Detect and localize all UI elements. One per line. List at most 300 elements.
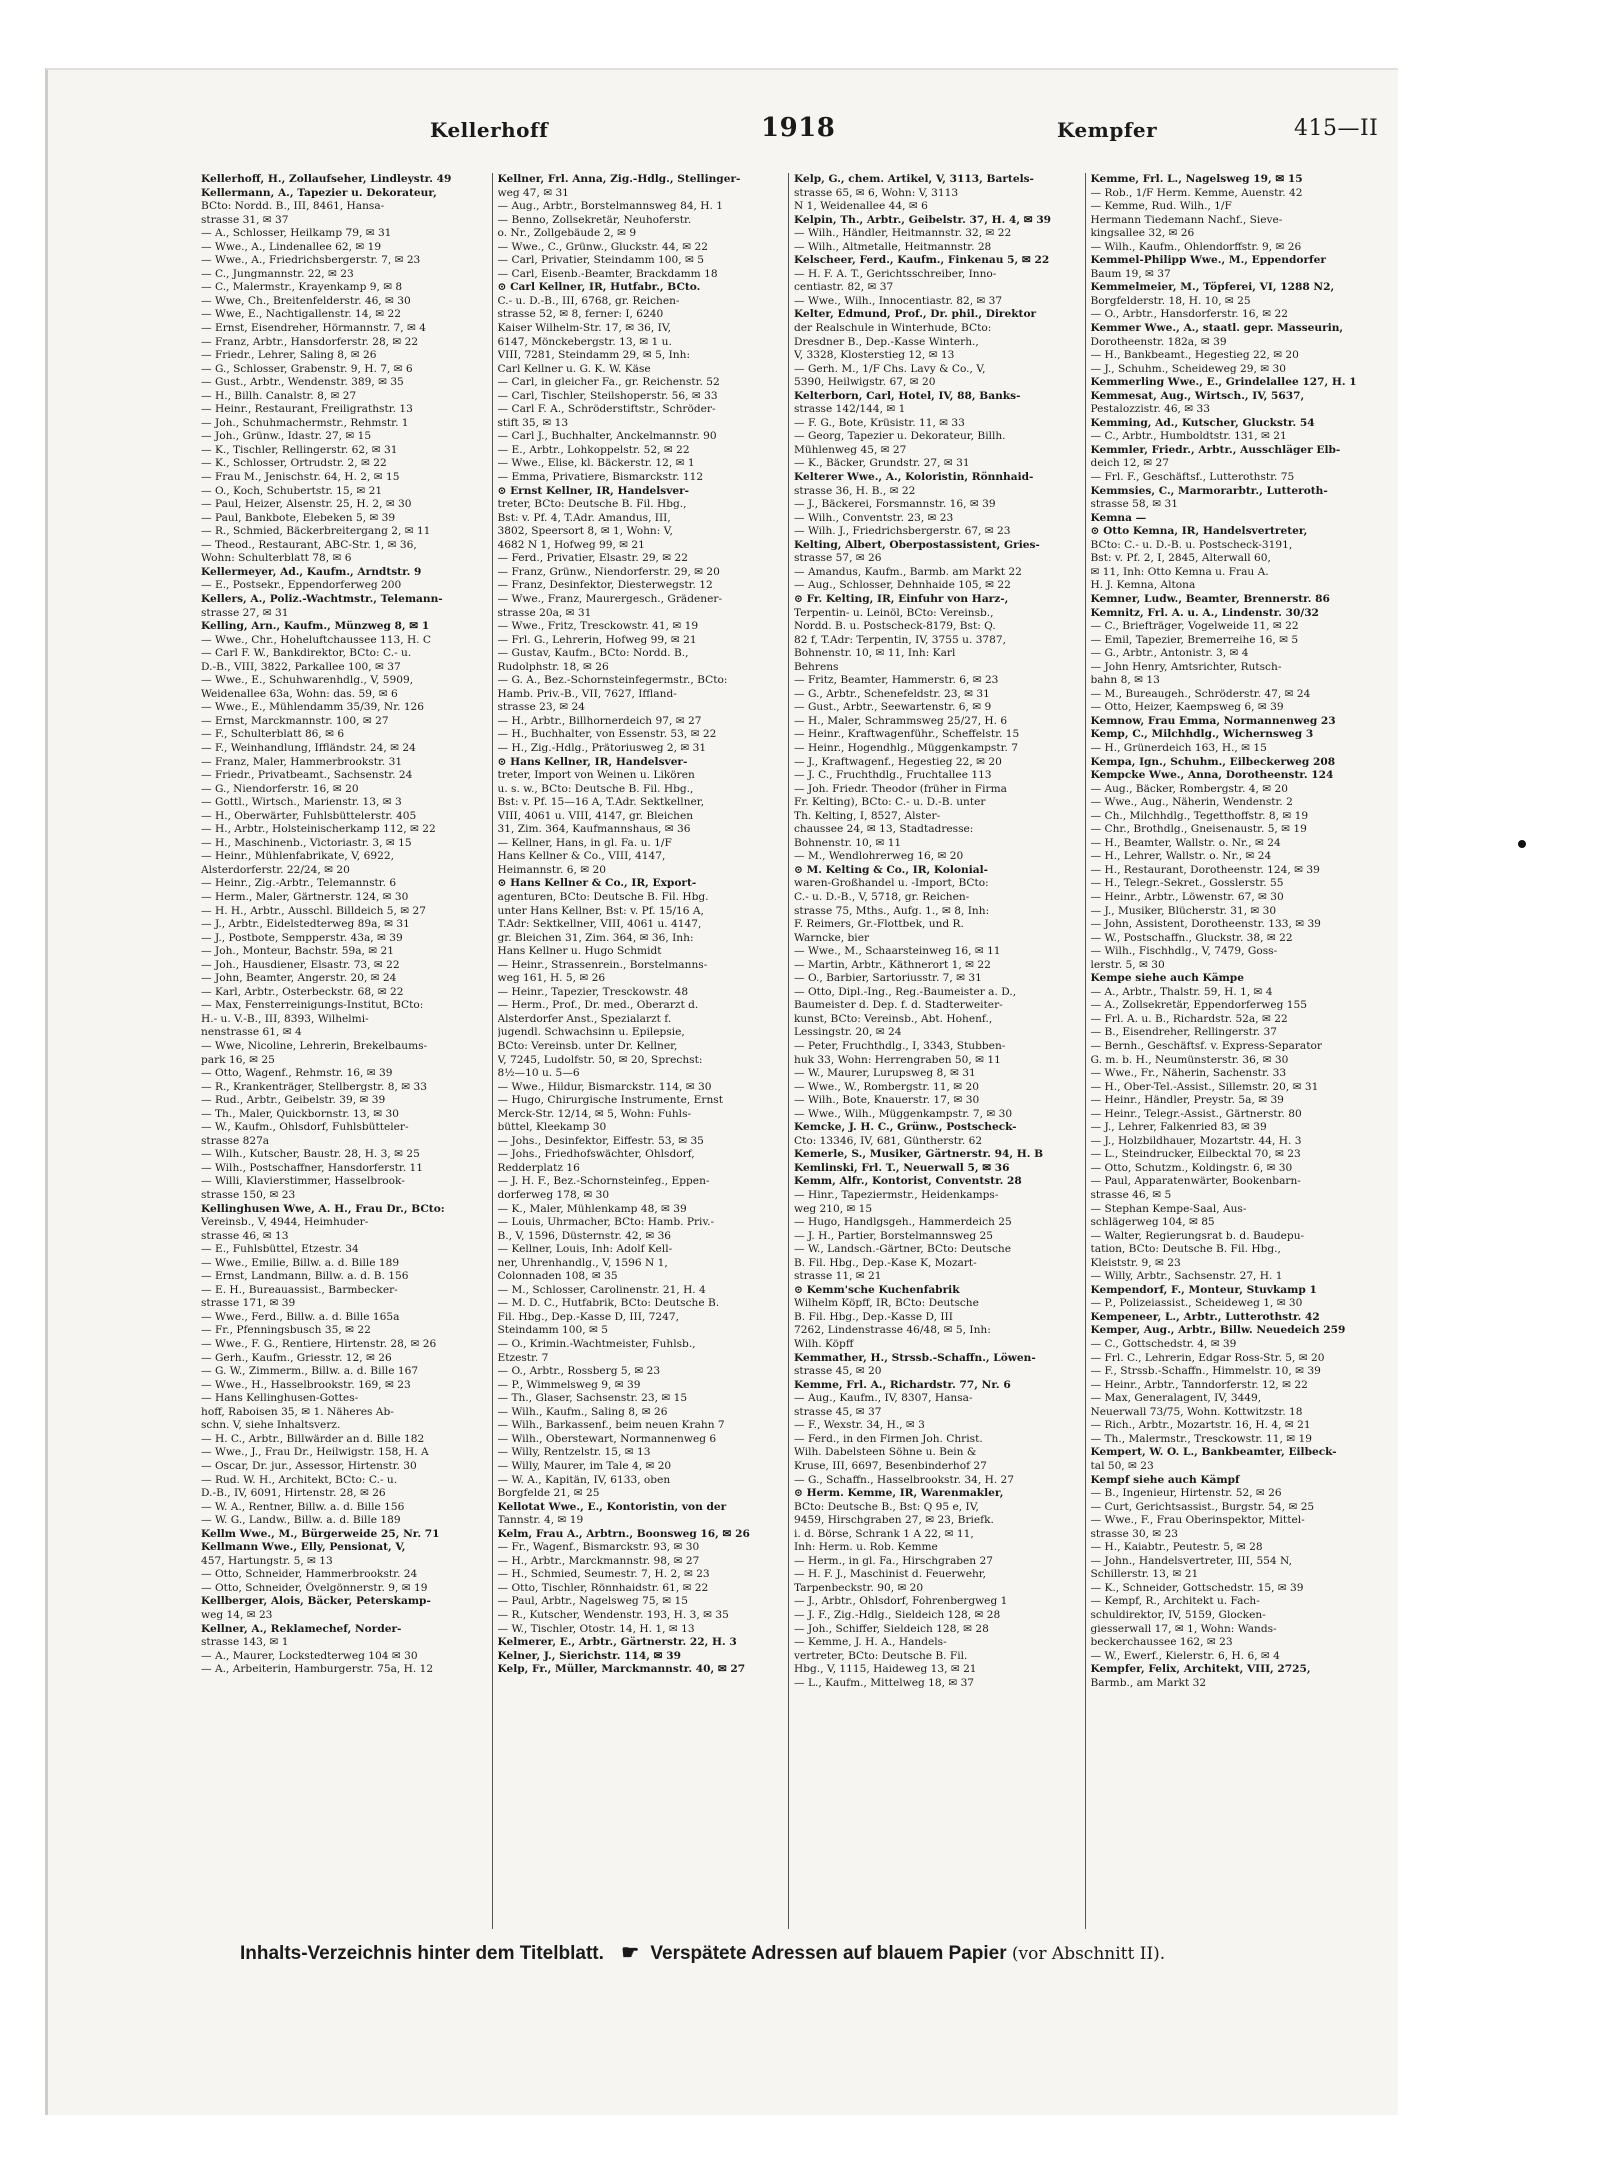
- directory-entry: schlägerweg 104, ✉ 85: [1090, 1216, 1215, 1229]
- directory-entry: — Wilh., Bote, Knauerstr. 17, ✉ 30: [794, 1094, 980, 1107]
- directory-entry: — G. W., Zimmerm., Billw. a. d. Bille 167: [201, 1365, 419, 1378]
- directory-entry: — Paul, Arbtr., Nagelsweg 75, ✉ 15: [497, 1595, 689, 1608]
- header-last-entry: Kempfer: [1057, 118, 1158, 142]
- directory-entry: — Wilh. J., Friedrichsbergerstr. 67, ✉ 23: [794, 525, 1011, 538]
- directory-entry: strasse 36, H. B., ✉ 22: [794, 484, 916, 497]
- directory-entry: dorferweg 178, ✉ 30: [497, 1189, 610, 1202]
- directory-entry: ✉ 11, Inh: Otto Kemna u. Frau A.: [1090, 565, 1269, 578]
- directory-entry: 31, Zim. 364, Kaufmannshaus, ✉ 36: [497, 823, 691, 836]
- directory-entry: — Carl, Privatier, Steindamm 100, ✉ 5: [497, 254, 704, 267]
- directory-entry: — W., Landsch.-Gärtner, BCto: Deutsche: [794, 1243, 1011, 1256]
- directory-entry: — O., Arbtr., Hansdorferstr. 16, ✉ 22: [1090, 308, 1288, 321]
- directory-entry: Dorotheenstr. 182a, ✉ 39: [1090, 335, 1227, 348]
- directory-entry: hoff, Raboisen 35, ✉ 1. Näheres Ab-: [201, 1405, 394, 1418]
- directory-entry: — Ferd., in den Firmen Joh. Christ.: [794, 1432, 983, 1445]
- directory-entry: — Rud., Arbtr., Geibelstr. 39, ✉ 39: [201, 1094, 386, 1107]
- directory-entry: — Joh., Monteur, Bachstr. 59a, ✉ 21: [201, 945, 394, 958]
- directory-entry: — E., Arbtr., Lohkoppelstr. 52, ✉ 22: [497, 443, 690, 456]
- directory-entry: — G., Arbtr., Antonistr. 3, ✉ 4: [1090, 647, 1249, 660]
- directory-entry: — Heinr., Telegr.-Assist., Gärtnerstr. 80: [1090, 1107, 1302, 1120]
- directory-entry: — Wwe., Franz, Maurergesch., Grädener-: [497, 592, 723, 605]
- directory-entry: B. Fil. Hbg., Dep.-Kasse D, III: [794, 1310, 953, 1323]
- directory-entry: waren-Großhandel u. -Import, BCto:: [794, 877, 989, 890]
- directory-entry: — J. H. F., Bez.-Schornsteinfeg., Eppen-: [497, 1175, 710, 1188]
- directory-entry: — Oscar, Dr. jur., Assessor, Hirtenstr. 30: [201, 1459, 417, 1472]
- directory-entry: Kemmel-Philipp Wwe., M., Eppendorfer: [1090, 254, 1326, 267]
- directory-entry: — Joh., Hausdiener, Elsastr. 73, ✉ 22: [201, 958, 400, 971]
- directory-entry: Kemper, Aug., Arbtr., Billw. Neuedeich 259: [1090, 1324, 1346, 1337]
- directory-entry: — Ernst, Landmann, Billw. a. d. B. 156: [201, 1270, 409, 1283]
- directory-entry: — O., Krimin.-Wachtmeister, Fuhlsb.,: [497, 1338, 696, 1351]
- directory-entry: — Otto, Wagenf., Rehmstr. 16, ✉ 39: [201, 1067, 393, 1080]
- directory-entry: — K., Schlosser, Ortrudstr. 2, ✉ 22: [201, 457, 387, 470]
- directory-entry: Kelp, G., chem. Artikel, V, 3113, Bartels-: [794, 173, 1034, 185]
- header-page-number: 415—II: [1294, 116, 1379, 141]
- footer-late-addresses-note: Verspätete Adressen auf blauem Papier: [650, 1943, 1007, 1964]
- directory-entry: — E., Fuhlsbüttel, Etzestr. 34: [201, 1243, 359, 1256]
- directory-entry: Kelterborn, Carl, Hotel, IV, 88, Banks-: [794, 389, 1021, 402]
- directory-entry: — A., Schlosser, Heilkamp 79, ✉ 31: [201, 227, 392, 240]
- directory-entry: Weidenallee 63a, Wohn: das. 59, ✉ 6: [201, 687, 398, 700]
- directory-entry: Kemnitz, Frl. A. u. A., Lindenstr. 30/32: [1090, 606, 1319, 619]
- directory-entry: weg 47, ✉ 31: [497, 186, 569, 199]
- directory-entry: strasse 46, ✉ 5: [1090, 1189, 1172, 1202]
- directory-entry: Mühlenweg 45, ✉ 27: [794, 443, 907, 456]
- page-footer: [240, 1940, 1400, 1965]
- directory-entry: strasse 45, ✉ 37: [794, 1405, 882, 1418]
- directory-entry: — W. A., Rentner, Billw. a. d. Bille 156: [201, 1500, 405, 1513]
- directory-entry: — Frl. C., Lehrerin, Edgar Ross-Str. 5, ✉ 20: [1090, 1351, 1325, 1364]
- directory-entry: Terpentin- u. Leinöl, BCto: Vereinsb.,: [794, 606, 994, 619]
- directory-entry: — Wwe., Fritz, Tresckowstr. 41, ✉ 19: [497, 620, 699, 633]
- directory-entry: — Joh. Friedr. Theodor (früher in Firma: [794, 782, 1007, 795]
- directory-entry: Kemme, Frl. A., Richardstr. 77, Nr. 6: [794, 1378, 1011, 1391]
- directory-entry: — H., Restaurant, Dorotheenstr. 124, ✉ 39: [1090, 863, 1320, 876]
- directory-entry: Carl Kellner u. G. K. W. Käse: [497, 362, 651, 375]
- directory-entry: Merck-Str. 12/14, ✉ 5, Wohn: Fuhls-: [497, 1107, 692, 1120]
- directory-entry: jugendl. Schwachsinn u. Epilepsie,: [497, 1026, 685, 1039]
- directory-entry: — Karl, Arbtr., Osterbeckstr. 68, ✉ 22: [201, 985, 404, 998]
- directory-entry: Tannstr. 4, ✉ 19: [497, 1514, 584, 1527]
- directory-entry: — L., Kaufm., Mittelweg 18, ✉ 37: [794, 1676, 975, 1689]
- directory-entry: giesserwall 17, ✉ 1, Wohn: Wands-: [1090, 1622, 1277, 1635]
- directory-entry: VIII, 4061 u. VIII, 4147, gr. Bleichen: [497, 809, 694, 822]
- directory-entry: Kemming, Ad., Kutscher, Gluckstr. 54: [1090, 416, 1315, 429]
- directory-entry: 3802, Speersort 8, ✉ 1, Wohn: V,: [497, 525, 673, 538]
- directory-entry: Kempfer, Felix, Architekt, VIII, 2725,: [1090, 1663, 1311, 1676]
- directory-entry: — H., Grünerdeich 163, H., ✉ 15: [1090, 741, 1267, 754]
- directory-entry: Steindamm 100, ✉ 5: [497, 1324, 608, 1337]
- directory-entry: Kemm, Alfr., Kontorist, Conventstr. 28: [794, 1175, 1022, 1188]
- directory-entry: — Joh., Schuhmachermstr., Rehmstr. 1: [201, 416, 409, 429]
- directory-entry: — W., Maurer, Lurupsweg 8, ✉ 31: [794, 1067, 976, 1080]
- directory-entry: — A., Zollsekretär, Eppendorferweg 155: [1090, 999, 1307, 1012]
- directory-entry: — H., Maschinenb., Victoriastr. 3, ✉ 15: [201, 836, 412, 849]
- directory-entry: der Realschule in Winterhude, BCto:: [794, 322, 992, 335]
- directory-entry: VIII, 7281, Steindamm 29, ✉ 5, Inh:: [497, 349, 691, 362]
- directory-entry: — A., Arbeiterin, Hamburgerstr. 75a, H. 12: [201, 1663, 434, 1676]
- directory-entry: Inh: Herm. u. Rob. Kemme: [794, 1541, 938, 1554]
- directory-entry: — Friedr., Privatbeamt., Sachsenstr. 24: [201, 769, 413, 782]
- directory-entry: — Wwe., Elise, kl. Bäckerstr. 12, ✉ 1: [497, 457, 695, 470]
- directory-entry: Kemmsies, C., Marmorarbtr., Lutteroth-: [1090, 484, 1328, 497]
- directory-entry: — Franz, Arbtr., Hansdorferstr. 28, ✉ 22: [201, 335, 419, 348]
- directory-entry: — C., Briefträger, Vogelweide 11, ✉ 22: [1090, 620, 1299, 633]
- directory-entry: — Heinr., Arbtr., Tanndorferstr. 12, ✉ 22: [1090, 1378, 1308, 1391]
- directory-entry: — Johs., Friedhofswächter, Ohlsdorf,: [497, 1148, 695, 1161]
- directory-entry: — Fr., Pfenningsbusch 35, ✉ 22: [201, 1324, 371, 1337]
- directory-entry: — Paul, Heizer, Alsenstr. 25, H. 2, ✉ 30: [201, 498, 412, 511]
- directory-entry: — M. D. C., Hutfabrik, BCto: Deutsche B.: [497, 1297, 720, 1310]
- directory-entry: — Chr., Brothdlg., Gneisenaustr. 5, ✉ 19: [1090, 823, 1307, 836]
- directory-entry: Bst: v. Pf. 15—16 A, T.Adr. Sektkellner,: [497, 796, 705, 809]
- directory-entry: — Amandus, Kaufm., Barmb. am Markt 22: [794, 565, 1022, 578]
- directory-entry: — Max, Fensterreinigungs-Institut, BCto:: [201, 999, 424, 1012]
- directory-entry: — J., Arbtr., Ohlsdorf, Fohrenbergweg 1: [794, 1595, 1008, 1608]
- directory-entry: — O., Arbtr., Rossberg 5, ✉ 23: [497, 1365, 661, 1378]
- directory-entry: — G., Niendorferstr. 16, ✉ 20: [201, 782, 359, 795]
- directory-entry: — R., Schmied, Bäckerbreitergang 2, ✉ 11: [201, 525, 431, 538]
- directory-entry: Fr. Kelting), BCto: C.- u. D.-B. unter: [794, 796, 986, 809]
- directory-entry: Kemner, Ludw., Beamter, Brennerstr. 86: [1090, 592, 1330, 605]
- directory-entry: — Herm., Maler, Gärtnerstr. 124, ✉ 30: [201, 890, 409, 903]
- directory-entry: — Carl F. W., Bankdirektor, BCto: C.- u.: [201, 647, 412, 660]
- directory-entry: strasse 65, ✉ 6, Wohn: V, 3113: [794, 186, 959, 199]
- directory-entry: — Herm., in gl. Fa., Hirschgraben 27: [794, 1554, 993, 1567]
- directory-entry: — J., Bäckerei, Forsmannstr. 16, ✉ 39: [794, 498, 996, 511]
- directory-entry: — Wwe., A., Lindenallee 62, ✉ 19: [201, 240, 382, 253]
- directory-entry: — J., Schuhm., Scheideweg 29, ✉ 30: [1090, 362, 1286, 375]
- directory-entry: — Willy, Arbtr., Sachsenstr. 27, H. 1: [1090, 1270, 1283, 1283]
- directory-entry: huk 33, Wohn: Herrengraben 50, ✉ 11: [794, 1053, 1001, 1066]
- directory-entry: B. Fil. Hbg., Dep.-Kase K, Mozart-: [794, 1256, 977, 1269]
- directory-entry: — Martin, Arbtr., Käthnerort 1, ✉ 22: [794, 958, 991, 971]
- directory-entry: — Otto, Heizer, Kaempsweg 6, ✉ 39: [1090, 701, 1284, 714]
- directory-entry: i. d. Börse, Schrank 1 A 22, ✉ 11,: [794, 1527, 974, 1540]
- directory-entry: — Wwe., H., Hasselbrookstr. 169, ✉ 23: [201, 1378, 411, 1391]
- directory-entry: — Wwe, Nicoline, Lehrerin, Brekelbaums-: [201, 1040, 428, 1052]
- directory-entry: — G., Schaffn., Hasselbrookstr. 34, H. 27: [794, 1473, 1015, 1486]
- directory-entry: Kellerhoff, H., Zollaufseher, Lindleystr. 49: [201, 173, 452, 185]
- directory-entry: — C., Arbtr., Humboldtstr. 131, ✉ 21: [1090, 430, 1287, 443]
- directory-entry: — Wwe., Hildur, Bismarckstr. 114, ✉ 30: [497, 1080, 712, 1093]
- directory-entry: — B., Ingenieur, Hirtenstr. 52, ✉ 26: [1090, 1487, 1282, 1500]
- directory-entry: — Ernst, Marckmannstr. 100, ✉ 27: [201, 714, 389, 727]
- directory-entry: 6147, Mönckebergstr. 13, ✉ 1 u.: [497, 335, 672, 348]
- directory-entry: — H., Zig.-Hdlg., Prätoriusweg 2, ✉ 31: [497, 741, 707, 754]
- directory-entry: — Hans Kellinghusen-Gottes-: [201, 1392, 359, 1405]
- directory-entry: — Wilh., Fischhdlg., V, 7479, Goss-: [1090, 945, 1278, 958]
- directory-entry: — Georg, Tapezier u. Dekorateur, Billh.: [794, 430, 1006, 443]
- directory-entry: — G., Schlosser, Grabenstr. 9, H. 7, ✉ 6: [201, 362, 413, 375]
- directory-entry: Kellm Wwe., M., Bürgerweide 25, Nr. 71: [201, 1527, 440, 1540]
- directory-entry: — Wwe., F., Frau Oberinspektor, Mittel-: [1090, 1514, 1305, 1527]
- directory-entry: Wohn: Schulterblatt 78, ✉ 6: [201, 552, 352, 565]
- directory-entry: — Fritz, Beamter, Hammerstr. 6, ✉ 23: [794, 674, 999, 687]
- directory-entry: — J., Kraftwagenf., Hegestieg 22, ✉ 20: [794, 755, 1002, 768]
- directory-entry: — Heinr., Strassenrein., Borstelmanns-: [497, 958, 708, 971]
- directory-entry: Kemmelmeier, M., Töpferei, VI, 1288 N2,: [1090, 281, 1335, 294]
- directory-entry: — C., Jungmannstr. 22, ✉ 23: [201, 267, 354, 280]
- directory-entry: Kemme, Frl. L., Nagelsweg 19, ✉ 15: [1090, 173, 1303, 185]
- directory-entry: büttel, Kleekamp 30: [497, 1121, 607, 1134]
- directory-entry: — W., Ewerf., Kielerstr. 6, H. 6, ✉ 4: [1090, 1649, 1280, 1662]
- directory-entry: — Wwe, Ch., Breitenfelderstr. 46, ✉ 30: [201, 294, 411, 307]
- directory-entry: Bohnenstr. 10, ✉ 11, Inh: Karl: [794, 647, 956, 660]
- directory-entry: — Hugo, Chirurgische Instrumente, Ernst: [497, 1094, 723, 1107]
- directory-entry: strasse 45, ✉ 20: [794, 1365, 882, 1378]
- directory-entry: — Heinr., Händler, Preystr. 5a, ✉ 39: [1090, 1094, 1284, 1107]
- directory-entry: — Aug., Bäcker, Rombergstr. 4, ✉ 20: [1090, 782, 1288, 795]
- directory-entry: — B., Eisendreher, Rellingerstr. 37: [1090, 1026, 1277, 1039]
- directory-entry: strasse 20a, ✉ 31: [497, 606, 592, 619]
- directory-entry: Wilh. Köpff: [794, 1338, 854, 1351]
- directory-entry: ⊙ Hans Kellner & Co., IR, Export-: [497, 877, 697, 890]
- directory-entry: Kleiststr. 9, ✉ 23: [1090, 1256, 1181, 1269]
- directory-entry: — J., Postbote, Sempperstr. 43a, ✉ 39: [201, 931, 403, 944]
- directory-entry: Kellers, A., Poliz.-Wachtmstr., Telemann-: [201, 592, 443, 605]
- directory-entry: — H., Arbtr., Billhornerdeich 97, ✉ 27: [497, 714, 702, 727]
- directory-entry: — Wwe., E., Mühlendamm 35/39, Nr. 126: [201, 701, 425, 714]
- directory-entry: — Otto, Schutzm., Koldingstr. 6, ✉ 30: [1090, 1161, 1293, 1174]
- directory-entry: — Rich., Arbtr., Mozartstr. 16, H. 4, ✉ 21: [1090, 1419, 1311, 1432]
- directory-entry: Kelling, Arn., Kaufm., Münzweg 8, ✉ 1: [201, 620, 430, 633]
- directory-entry: — M., Schlosser, Carolinenstr. 21, H. 4: [497, 1283, 706, 1296]
- directory-entry: — H., Ober-Tel.-Assist., Sillemstr. 20, ✉ 31: [1090, 1080, 1319, 1093]
- directory-entry: Kellermeyer, Ad., Kaufm., Arndtstr. 9: [201, 565, 422, 578]
- directory-entry: — F., Weinhandlung, Iffländstr. 24, ✉ 24: [201, 741, 416, 754]
- directory-entry: — Th., Malermstr., Tresckowstr. 11, ✉ 19: [1090, 1432, 1312, 1445]
- directory-entry: — Franz, Maler, Hammerbrookstr. 31: [201, 755, 403, 768]
- directory-entry: Kemmesat, Aug., Wirtsch., IV, 5637,: [1090, 389, 1305, 402]
- directory-entry: Tarpenbeckstr. 90, ✉ 20: [794, 1581, 924, 1594]
- directory-entry: — W., Tischler, Otostr. 14, H. 1, ✉ 13: [497, 1622, 695, 1635]
- directory-entry: Kelp, Fr., Müller, Marckmannstr. 40, ✉ 27: [497, 1663, 746, 1676]
- directory-entry: — Hugo, Handlgsgeh., Hammerdeich 25: [794, 1216, 1012, 1229]
- directory-column-1: [196, 173, 492, 1929]
- directory-entry: — H. F. A. T., Gerichtsschreiber, Inno-: [794, 267, 997, 280]
- directory-entry: — Wwe., Wilh., Innocentiastr. 82, ✉ 37: [794, 294, 1003, 307]
- directory-entry: — Wilh., Barkassenf., beim neuen Krahn 7: [497, 1419, 725, 1432]
- directory-entry: Fil. Hbg., Dep.-Kasse D, III, 7247,: [497, 1310, 679, 1323]
- directory-entry: — P., Polizeiassist., Scheideweg 1, ✉ 30: [1090, 1297, 1303, 1310]
- directory-entry: — Willi, Klavierstimmer, Hasselbrook-: [201, 1175, 405, 1188]
- directory-entry: Hans Kellner & Co., VIII, 4147,: [497, 850, 666, 863]
- directory-entry: park 16, ✉ 25: [201, 1053, 275, 1066]
- directory-entry: ⊙ M. Kelting & Co., IR, Kolonial-: [794, 863, 989, 876]
- directory-entry: — K., Tischler, Rellingerstr. 62, ✉ 31: [201, 443, 398, 456]
- directory-entry: 457, Hartungstr. 5, ✉ 13: [201, 1554, 333, 1567]
- directory-entry: 5390, Heilwigstr. 67, ✉ 20: [794, 376, 936, 389]
- directory-entry: — Carl J., Buchhalter, Anckelmannstr. 90: [497, 430, 717, 443]
- directory-entry: ner, Uhrenhandlg., V, 1596 N 1,: [497, 1256, 668, 1269]
- directory-entry: — R., Krankenträger, Stellbergstr. 8, ✉ 33: [201, 1080, 427, 1093]
- directory-entry: ⊙ Otto Kemna, IR, Handelsvertreter,: [1090, 525, 1308, 538]
- directory-entry: strasse 23, ✉ 24: [497, 701, 586, 714]
- directory-column-2: [492, 173, 789, 1929]
- directory-entry: — W., Postschaffn., Gluckstr. 38, ✉ 22: [1090, 931, 1293, 944]
- directory-entry: Kelscheer, Ferd., Kaufm., Finkenau 5, ✉ 22: [794, 254, 1050, 267]
- directory-entry: Alsterdorferstr. 22/24, ✉ 20: [201, 863, 350, 876]
- directory-entry: — A., Arbtr., Thalstr. 59, H. 1, ✉ 4: [1090, 985, 1273, 998]
- directory-entry: — J., Musiker, Blücherstr. 31, ✉ 30: [1090, 904, 1277, 917]
- directory-entry: V, 3328, Klosterstieg 12, ✉ 13: [794, 349, 955, 362]
- directory-entry: Kellmann Wwe., Elly, Pensionat, V,: [201, 1541, 406, 1554]
- directory-entry: Barmb., am Markt 32: [1090, 1676, 1207, 1689]
- directory-entry: — Gerh., Kaufm., Griesstr. 12, ✉ 26: [201, 1351, 392, 1364]
- directory-entry: — E., Postsekr., Eppendorferweg 200: [201, 579, 402, 592]
- directory-entry: — Friedr., Lehrer, Saling 8, ✉ 26: [201, 349, 377, 362]
- directory-entry: strasse 57, ✉ 26: [794, 552, 882, 565]
- directory-entry: strasse 27, ✉ 31: [201, 606, 289, 619]
- directory-entry: — Carl, in gleicher Fa., gr. Reichenstr. 52: [497, 376, 720, 389]
- directory-entry: Kellermann, A., Tapezier u. Dekorateur,: [201, 186, 437, 199]
- directory-entry: — H. F. J., Maschinist d. Feuerwehr,: [794, 1568, 987, 1581]
- directory-entry: — Wilh., Kutscher, Baustr. 28, H. 3, ✉ 25: [201, 1148, 420, 1161]
- directory-entry: B., V, 1596, Düsternstr. 42, ✉ 36: [497, 1229, 672, 1242]
- directory-entry: — Aug., Arbtr., Borstelmannsweg 84, H. 1: [497, 200, 724, 213]
- directory-entry: — Frau M., Jenischstr. 64, H. 2, ✉ 15: [201, 471, 400, 484]
- directory-entry: — M., Wendlohrerweg 16, ✉ 20: [794, 850, 964, 863]
- ink-dot: [1518, 840, 1526, 848]
- directory-entry: Kelner, J., Sierichstr. 114, ✉ 39: [497, 1649, 681, 1662]
- directory-entry: — Wilh., Kaufm., Ohlendorffstr. 9, ✉ 26: [1090, 240, 1302, 253]
- directory-entry: Kellner, A., Reklamechef, Norder-: [201, 1622, 402, 1635]
- directory-entry: o. Nr., Zollgebäude 2, ✉ 9: [497, 227, 637, 240]
- directory-entry: — Wilh., Kaufm., Saling 8, ✉ 26: [497, 1405, 668, 1418]
- directory-entry: — W. A., Kapitän, IV, 6133, oben: [497, 1473, 671, 1486]
- directory-columns: [196, 173, 1381, 1929]
- directory-entry: Kemcke, J. H. C., Grünw., Postscheck-: [794, 1121, 1017, 1134]
- directory-entry: — Ferd., Privatier, Elsastr. 29, ✉ 22: [497, 552, 689, 565]
- directory-entry: ⊙ Fr. Kelting, IR, Einfuhr von Harz-,: [794, 592, 1009, 605]
- directory-entry: Borgfelderstr. 18, H. 10, ✉ 25: [1090, 294, 1251, 307]
- directory-entry: — Wwe., F. G., Rentiere, Hirtenstr. 28, ✉ 26: [201, 1338, 437, 1351]
- directory-entry: — Wwe., Emilie, Billw. a. d. Bille 189: [201, 1256, 400, 1269]
- directory-entry: — Heinr., Arbtr., Löwenstr. 67, ✉ 30: [1090, 890, 1284, 903]
- directory-entry: — H., Lehrer, Wallstr. o. Nr., ✉ 24: [1090, 850, 1272, 863]
- directory-entry: strasse 827a: [201, 1134, 270, 1147]
- directory-entry: Hans Kellner u. Hugo Schmidt: [497, 945, 662, 958]
- directory-entry: ⊙ Ernst Kellner, IR, Handelsver-: [497, 484, 690, 497]
- directory-entry: G. m. b. H., Neumünsterstr. 36, ✉ 30: [1090, 1053, 1289, 1066]
- directory-entry: — H., Oberwärter, Fuhlsbüttelerstr. 405: [201, 809, 417, 822]
- directory-entry: Colonnaden 108, ✉ 35: [497, 1270, 618, 1283]
- directory-entry: — Wwe., Chr., Hoheluftchaussee 113, H. C: [201, 633, 432, 646]
- directory-entry: — Wilh., Postschaffner, Hansdorferstr. 11: [201, 1161, 423, 1174]
- header-year: 1918: [761, 113, 836, 143]
- directory-entry: N 1, Weidenallee 44, ✉ 6: [794, 200, 928, 213]
- directory-entry: Bohnenstr. 10, ✉ 11: [794, 836, 902, 849]
- directory-entry: — L., Steindrucker, Eilbecktal 70, ✉ 23: [1090, 1148, 1301, 1161]
- directory-entry: — H., Maler, Schrammsweg 25/27, H. 6: [794, 714, 1008, 727]
- directory-entry: gr. Bleichen 31, Zim. 364, ✉ 36, Inh:: [497, 931, 694, 944]
- directory-entry: — J. F., Zig.-Hdlg., Sieldeich 128, ✉ 28: [794, 1608, 1001, 1621]
- directory-entry: Kempendorf, F., Monteur, Stuvkamp 1: [1090, 1283, 1317, 1296]
- directory-entry: 82 f, T.Adr: Terpentin, IV, 3755 u. 3787,: [794, 633, 1007, 646]
- directory-entry: — Carl, Tischler, Steilshoperstr. 56, ✉ 33: [497, 389, 718, 402]
- directory-entry: — H., Beamter, Wallstr. o. Nr., ✉ 24: [1090, 836, 1281, 849]
- directory-entry: — Walter, Regierungsrat b. d. Baudepu-: [1090, 1229, 1305, 1242]
- directory-entry: unter Hans Kellner, Bst: v. Pf. 15/16 A,: [497, 904, 704, 917]
- directory-entry: — John, Beamter, Angerstr. 20, ✉ 24: [201, 972, 397, 985]
- directory-entry: Kellner, Frl. Anna, Zig.-Hdlg., Stellinger-: [497, 173, 741, 185]
- directory-entry: — Carl F. A., Schröderstiftstr., Schröder-: [497, 403, 716, 416]
- directory-entry: — H., Arbtr., Holsteinischerkamp 112, ✉ 22: [201, 823, 436, 836]
- directory-entry: — Heinr., Mühlenfabrikate, V, 6922,: [201, 850, 394, 863]
- directory-entry: Kemp, C., Milchhdlg., Wichernsweg 3: [1090, 728, 1314, 741]
- directory-entry: — Rob., 1/F Herm. Kemme, Auenstr. 42: [1090, 186, 1303, 199]
- directory-entry: strasse 30, ✉ 23: [1090, 1527, 1179, 1540]
- directory-entry: — W., Kaufm., Ohlsdorf, Fuhlsbütteler-: [201, 1121, 409, 1134]
- directory-entry: strasse 11, ✉ 21: [794, 1270, 882, 1283]
- directory-entry: Hbg., V, 1115, Haideweg 13, ✉ 21: [794, 1663, 977, 1676]
- directory-entry: Schillerstr. 13, ✉ 21: [1090, 1568, 1199, 1581]
- directory-entry: Hamb. Priv.-B., VII, 7627, Iffland-: [497, 687, 677, 700]
- pointing-hand-icon: ☛: [621, 1942, 640, 1964]
- directory-entry: — Kellner, Hans, in gl. Fa. u. 1/F: [497, 836, 672, 849]
- directory-entry: ⊙ Hans Kellner, IR, Handelsver-: [497, 755, 688, 768]
- directory-entry: strasse 58, ✉ 31: [1090, 498, 1179, 511]
- directory-entry: — H., Buchhalter, von Essenstr. 53, ✉ 22: [497, 728, 717, 741]
- directory-entry: C.- u. D.-B., V, 5718, gr. Reichen-: [794, 890, 970, 903]
- directory-entry: — Wilh., Conventstr. 23, ✉ 23: [794, 511, 954, 524]
- directory-entry: weg 161, H. 5, ✉ 26: [497, 972, 606, 985]
- directory-entry: u. s. w., BCto: Deutsche B. Fil. Hbg.,: [497, 782, 694, 795]
- directory-entry: Kelterer Wwe., A., Koloristin, Rönnhaid-: [794, 471, 1034, 484]
- directory-entry: — Carl, Eisenb.-Beamter, Brackdamm 18: [497, 267, 718, 280]
- directory-entry: — Gottl., Wirtsch., Marienstr. 13, ✉ 3: [201, 796, 402, 809]
- directory-entry: deich 12, ✉ 27: [1090, 457, 1170, 470]
- directory-entry: Etzestr. 7: [497, 1351, 549, 1364]
- directory-entry: — H. C., Arbtr., Billwärder an d. Bille 182: [201, 1432, 425, 1445]
- directory-entry: — Frl. G., Lehrerin, Hofweg 99, ✉ 21: [497, 633, 697, 646]
- directory-entry: Neuerwall 73/75, Wohn. Kottwitzstr. 18: [1090, 1405, 1303, 1418]
- directory-entry: — Wwe., M., Schaarsteinweg 16, ✉ 11: [794, 945, 1001, 958]
- directory-entry: — Wwe., W., Rombergstr. 11, ✉ 20: [794, 1080, 979, 1093]
- directory-entry: strasse 150, ✉ 23: [201, 1189, 296, 1202]
- directory-entry: Pestalozzistr. 46, ✉ 33: [1090, 403, 1211, 416]
- directory-entry: — M., Bureaugeh., Schröderstr. 47, ✉ 24: [1090, 687, 1311, 700]
- directory-entry: D.-B., VIII, 3822, Parkallee 100, ✉ 37: [201, 660, 401, 673]
- directory-entry: treter, BCto: Deutsche B. Fil. Hbg.,: [497, 498, 687, 511]
- directory-entry: BCto: C.- u. D.-B. u. Postscheck-3191,: [1090, 538, 1293, 551]
- directory-entry: — Peter, Fruchthdlg., I, 3343, Stubben-: [794, 1040, 1006, 1052]
- directory-entry: treter, Import von Weinen u. Likören: [497, 769, 695, 782]
- directory-entry: — Kempf, R., Architekt u. Fach-: [1090, 1595, 1260, 1608]
- directory-entry: strasse 52, ✉ 8, ferner: I, 6240: [497, 308, 664, 321]
- directory-entry: — Wwe., Ferd., Billw. a. d. Bille 165a: [201, 1310, 400, 1323]
- directory-entry: 4682 N 1, Hofweg 99, ✉ 21: [497, 538, 645, 551]
- directory-entry: — Max, Generalagent, IV, 3449,: [1090, 1392, 1262, 1405]
- directory-entry: centiastr. 82, ✉ 37: [794, 281, 894, 294]
- directory-entry: — Wilh., Altmetalle, Heitmannstr. 28: [794, 240, 992, 253]
- directory-entry: agenturen, BCto: Deutsche B. Fil. Hbg.: [497, 890, 709, 903]
- directory-entry: Hermann Tiedemann Nachf., Sieve-: [1090, 213, 1283, 226]
- directory-entry: Kelting, Albert, Oberpostassistent, Gries-: [794, 538, 1040, 551]
- directory-entry: Kemmather, H., Strssb.-Schaffn., Löwen-: [794, 1351, 1036, 1364]
- directory-entry: — Otto, Schneider, Övelgönnerstr. 9, ✉ 19: [201, 1581, 428, 1594]
- directory-entry: — F. G., Bote, Krüsistr. 11, ✉ 33: [794, 416, 965, 429]
- directory-entry: — Wwe., C., Grünw., Gluckstr. 44, ✉ 22: [497, 240, 708, 253]
- header-first-entry: Kellerhoff: [430, 118, 549, 142]
- directory-entry: — Franz, Grünw., Niendorferstr. 29, ✉ 20: [497, 565, 720, 578]
- directory-entry: Kempa, Ign., Schuhm., Eilbeckerweg 208: [1090, 755, 1336, 768]
- directory-entry: — Paul, Bankbote, Elebeken 5, ✉ 39: [201, 511, 396, 524]
- directory-entry: kunst, BCto: Vereinsb., Abt. Hohenf.,: [794, 1012, 993, 1025]
- directory-entry: — H., Kaiabtr., Peutestr. 5, ✉ 28: [1090, 1541, 1263, 1554]
- directory-entry: strasse 171, ✉ 39: [201, 1297, 296, 1310]
